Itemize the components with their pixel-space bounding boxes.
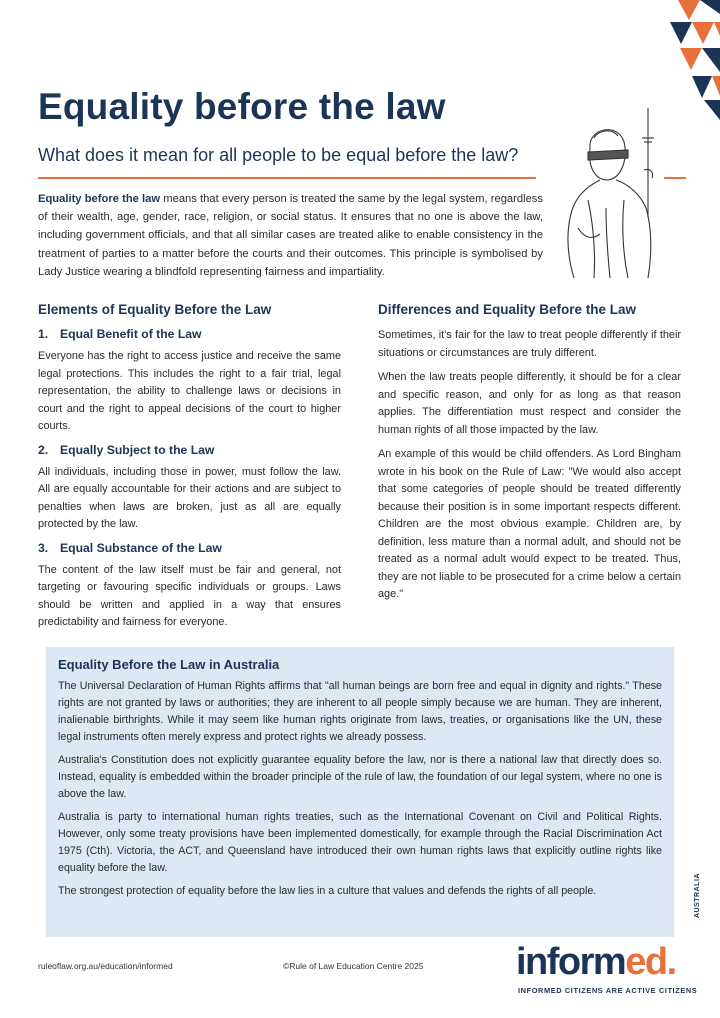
logo-tagline: INFORMED CITIZENS ARE ACTIVE CITIZENS bbox=[518, 986, 698, 995]
element-number: 2. bbox=[38, 442, 49, 457]
intro-text: means that every person is treated the same by the legal system, regardless of their wealth, age, gender, race, religion, or social status. It ensures that no one is above the law, including government officials, and that all similar cases are treated alike to enable consistency in the treatment of parties to a matter before the courts and their outcomes. This principle is symbolised by Lady Justice wearing a blindfold representing fairness and impartiality. bbox=[38, 193, 543, 278]
logo-country: AUSTRALIA bbox=[694, 873, 701, 918]
element-title-text: Equal Substance of the Law bbox=[60, 540, 222, 555]
australia-paragraph: The strongest protection of equality before the law lies in a culture that values and defends the rights of all people. bbox=[58, 885, 597, 897]
footer-copyright: ©Rule of Law Education Centre 2025 bbox=[283, 961, 424, 971]
australia-heading: Equality Before the Law in Australia bbox=[58, 657, 280, 672]
element-text: Everyone has the right to access justice and receive the same legal protections. This includes the right to a fair trial, legal representation, the ability to challenge laws or decisions in court and the right to appeal decisions of the court to higher courts. bbox=[38, 350, 341, 432]
differences-column bbox=[378, 302, 681, 611]
element-text: All individuals, including those in power, must follow the law. All are equally accountable for their actions and are subject to penalties when laws are broken, just as all are equally protected by the law. bbox=[38, 465, 341, 530]
australia-panel bbox=[46, 647, 674, 937]
lady-justice-illustration bbox=[548, 108, 668, 278]
page-title: Equality before the law bbox=[38, 86, 446, 127]
australia-paragraph: The Universal Declaration of Human Rights affirms that "all human beings are born free and equal in dignity and rights." These rights are not granted by laws or authorities; they are inherent to all people simply because we are human. They are inherent, inalienable birthrights. While it may seem like human rights originate from laws, treaties, or organisations like the UN, these legal instruments often merely express and protect rights we already possess. bbox=[58, 680, 662, 743]
intro-term: Equality before the law bbox=[38, 193, 161, 205]
logo-word-main: inform bbox=[516, 941, 626, 983]
australia-paragraph: Australia is party to international human rights treaties, such as the International Covenant on Civil and Political Rights. However, only some treaty provisions have been implemented domestically, for example through the Racial Discrimination Act 1975 (Cth). Victoria, the ACT, and Queensland have introduced their own human rights laws that explicitly outline rights like equality before the law. bbox=[58, 811, 662, 874]
element-number: 3. bbox=[38, 540, 49, 555]
intro-paragraph bbox=[38, 190, 543, 281]
element-title bbox=[38, 541, 341, 555]
differences-paragraph: An example of this would be child offenders. As Lord Bingham wrote in his book on the Rule of Law: "We would also accept that some categories of people should be treated differently because their position is in some important respects different. Children are the most obvious example. Children are, by definition, less mature than a normal adult, and should not be treated as a normal adult would expect to be treated. Thus, they are not liable to be prosecuted for a crime below a certain age." bbox=[378, 448, 681, 600]
element-text: The content of the law itself must be fair and general, not targeting or favouring specific individuals or groups. Laws should be written and applied in a way that ensures predictability and fairness for everyone. bbox=[38, 563, 341, 628]
element-number: 1. bbox=[38, 327, 49, 341]
logo-dot: . bbox=[666, 941, 676, 983]
element-title bbox=[38, 443, 341, 457]
logo-wordmark bbox=[516, 940, 676, 984]
informed-logo bbox=[516, 873, 710, 1002]
title-divider bbox=[38, 177, 536, 179]
elements-column bbox=[38, 302, 341, 639]
page-subtitle: What does it mean for all people to be equal before the law? bbox=[38, 145, 519, 165]
differences-paragraph: Sometimes, it's fair for the law to treat people differently if their situations or circumstances are truly different. bbox=[378, 329, 681, 359]
elements-heading: Elements of Equality Before the Law bbox=[38, 302, 272, 317]
element-title-text: Equally Subject to the Law bbox=[60, 442, 215, 457]
australia-paragraph: Australia's Constitution does not explicitly guarantee equality before the law, nor is there a national law that directly does so. Instead, equality is embedded within the broader principle of the rule of law, the foundation of our legal system, where no one is above the law. bbox=[58, 754, 662, 800]
logo-word-accent: ed bbox=[625, 941, 667, 983]
differences-heading: Differences and Equality Before the Law bbox=[378, 302, 637, 317]
differences-paragraph: When the law treats people differently, it should be for a clear and specific reason, and only for as long as that reason applies. The differentiation must respect and consider the human rights of all those impacted by the law. bbox=[378, 371, 681, 436]
footer-url[interactable]: ruleoflaw.org.au/education/informed bbox=[38, 961, 173, 971]
element-title-text: Equal Benefit of the Law bbox=[60, 327, 202, 341]
element-title bbox=[38, 327, 341, 341]
corner-pattern-graphic bbox=[608, 0, 720, 122]
